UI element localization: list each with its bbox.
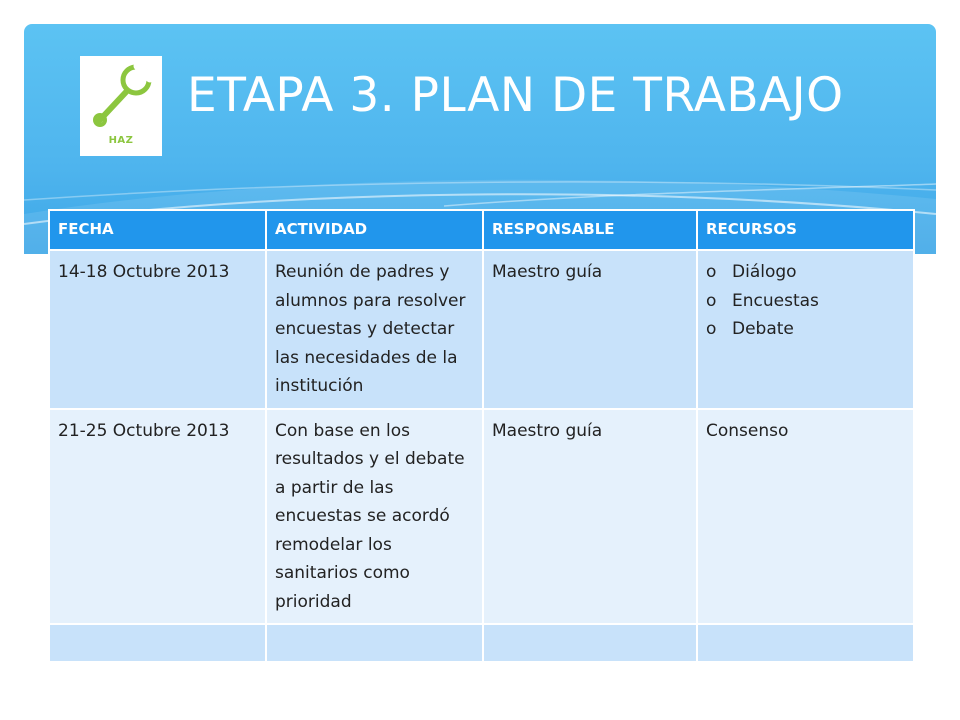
cell-recursos [697,624,914,662]
cell-fecha: 21-25 Octubre 2013 [49,409,266,625]
bullet-icon: o [706,262,717,282]
list-item [706,315,905,344]
cell-fecha [49,624,266,662]
haz-logo [80,56,162,156]
table-row [49,250,914,409]
resource-label: Diálogo [732,262,797,282]
cell-actividad: Reunión de padres y alumnos para resolver encuestas y detectar las necesidades de la institución [266,250,483,409]
cell-recursos [697,250,914,409]
cell-responsable: Maestro guía [483,409,697,625]
bullet-icon: o [706,319,717,339]
resource-label: Encuestas [732,290,819,311]
logo-label: HAZ [108,135,134,146]
cell-actividad: Con base en los resultados y el debate a partir de las encuestas se acordó remodelar los sanitarios como prioridad [266,409,483,625]
work-plan-table [48,209,915,663]
bullet-icon: o [706,290,717,311]
table-row [49,409,914,625]
resources-list [706,258,905,344]
cell-fecha: 14-18 Octubre 2013 [49,250,266,409]
list-item [706,258,905,287]
table-header-row [49,210,914,250]
slide-title: ETAPA 3. PLAN DE TRABAJO [187,68,844,123]
resource-label: Debate [732,319,794,339]
table-row-empty [49,624,914,662]
wrench-icon [80,56,162,132]
cell-actividad [266,624,483,662]
header-recursos: RECURSOS [697,210,914,250]
header-fecha: FECHA [49,210,266,250]
cell-responsable: Maestro guía [483,250,697,409]
header-actividad: ACTIVIDAD [266,210,483,250]
list-item [706,287,905,316]
header-responsable: RESPONSABLE [483,210,697,250]
cell-responsable [483,624,697,662]
cell-recursos: Consenso [697,409,914,625]
